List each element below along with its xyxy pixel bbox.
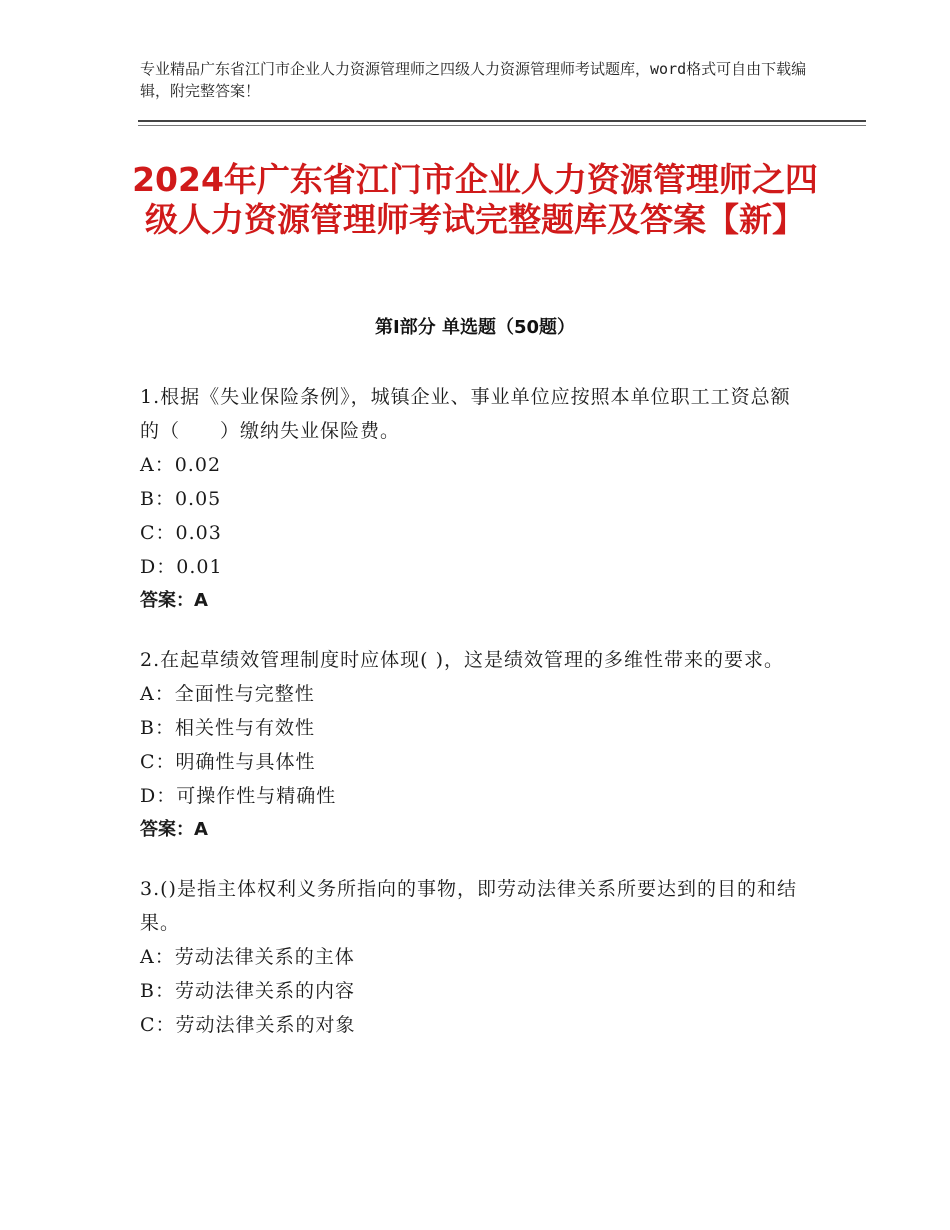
question-stem: 2.在起草绩效管理制度时应体现( )，这是绩效管理的多维性带来的要求。 bbox=[140, 649, 784, 671]
option-a: A：全面性与完整性 bbox=[140, 683, 315, 705]
question-stem: 1.根据《失业保险条例》，城镇企业、事业单位应按照本单位职工工资总额的（ ）缴纳失业保险费。 bbox=[140, 386, 791, 442]
option-d: D：0.01 bbox=[140, 556, 223, 578]
header-rule-thin bbox=[138, 125, 866, 126]
question-stem: 3.()是指主体权利义务所指向的事物，即劳动法律关系所要达到的目的和结果。 bbox=[140, 878, 797, 934]
section-heading: 第Ⅰ部分 单选题（50题） bbox=[374, 317, 575, 338]
question-list bbox=[140, 380, 810, 1067]
option-b: B：劳动法律关系的内容 bbox=[140, 980, 355, 1002]
question-1 bbox=[140, 380, 810, 618]
option-c: C：劳动法律关系的对象 bbox=[140, 1014, 356, 1036]
option-d: D：可操作性与精确性 bbox=[140, 785, 337, 807]
option-c: C：明确性与具体性 bbox=[140, 751, 316, 773]
header-note: 专业精品广东省江门市企业人力资源管理师之四级人力资源管理师考试题库，word格式可自由下载编辑，附完整答案！ bbox=[140, 60, 807, 100]
option-b: B：相关性与有效性 bbox=[140, 717, 315, 739]
option-b: B：0.05 bbox=[140, 488, 222, 510]
question-2 bbox=[140, 643, 810, 847]
document-title: 2024年广东省江门市企业人力资源管理师之四级人力资源管理师考试完整题库及答案【新】 bbox=[132, 160, 818, 239]
question-3 bbox=[140, 872, 810, 1042]
option-a: A：0.02 bbox=[140, 454, 222, 476]
option-c: C：0.03 bbox=[140, 522, 222, 544]
header-rule-thick bbox=[138, 120, 866, 122]
answer: 答案：A bbox=[140, 590, 208, 611]
answer: 答案：A bbox=[140, 819, 208, 840]
option-a: A：劳动法律关系的主体 bbox=[140, 946, 355, 968]
